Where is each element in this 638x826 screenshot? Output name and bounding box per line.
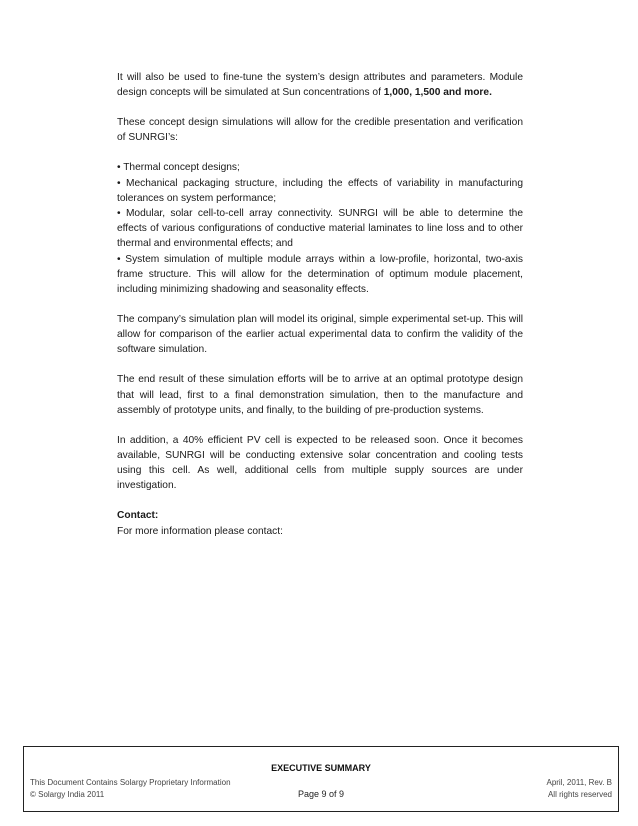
sun-concentration-values: 1,000, 1,500 and more. <box>383 87 492 99</box>
bullet-item: • System simulation of multiple module arrays within a low-profile, horizontal, two-axis frame structure. This will allow for the determination of optimum module placement, including minimizing shadowing and seasonality effects. <box>117 253 523 296</box>
page-footer <box>23 746 619 812</box>
contact-heading: Contact: <box>117 510 159 522</box>
revision-date: April, 2011, Rev. B <box>546 778 612 787</box>
contact-text: For more information please contact: <box>117 525 283 537</box>
bullet-item: • Mechanical packaging structure, including the effects of variability in manufacturing tolerances on system performance; <box>117 177 523 204</box>
page-number: Page 9 of 9 <box>297 789 345 799</box>
footer-title: EXECUTIVE SUMMARY <box>271 763 371 773</box>
proprietary-notice: This Document Contains Solargy Proprietary Information <box>30 778 231 787</box>
document-body <box>117 70 523 539</box>
bullet-item: • Modular, solar cell-to-cell array connectivity. SUNRGI will be able to determine the effects of various configurations of conductive material laminates to line loss and to other thermal and environmental effects; and <box>117 208 523 250</box>
footer-right <box>546 777 612 801</box>
bullet-item: • Thermal concept designs; <box>117 162 240 174</box>
paragraph-end-result: The end result of these simulation efforts will be to arrive at an optimal prototype design that will lead, first to a final demonstration simulation, then to the manufacture and assembly of prototype units, and finally, to the building of pre-production systems. <box>117 374 523 416</box>
rights-reserved: All rights reserved <box>547 790 612 799</box>
paragraph-pv-cell: In addition, a 40% efficient PV cell is expected to be released soon. Once it becomes available, SUNRGI will be conducting extensive solar concentration and cooling tests using this cell. As well, additional cells from multiple supply sources are under investigation. <box>117 434 523 492</box>
paragraph-simulation-plan: The company’s simulation plan will model its original, simple experimental set-up. This will allow for comparison of the earlier actual experimental data to confirm the validity of the software simulation. <box>117 314 523 356</box>
bullet-list <box>117 160 523 297</box>
copyright-notice: © Solargy India 2011 <box>30 790 105 799</box>
paragraph-simulation-intro <box>117 70 523 100</box>
paragraph-concept-simulations: These concept design simulations will allow for the credible presentation and verification of SUNRGI’s: <box>117 117 523 144</box>
paragraph-simulation-intro-text: It will also be used to fine-tune the system’s design attributes and parameters. Module design concepts will be simulated at Sun concentrations of <box>117 72 523 99</box>
